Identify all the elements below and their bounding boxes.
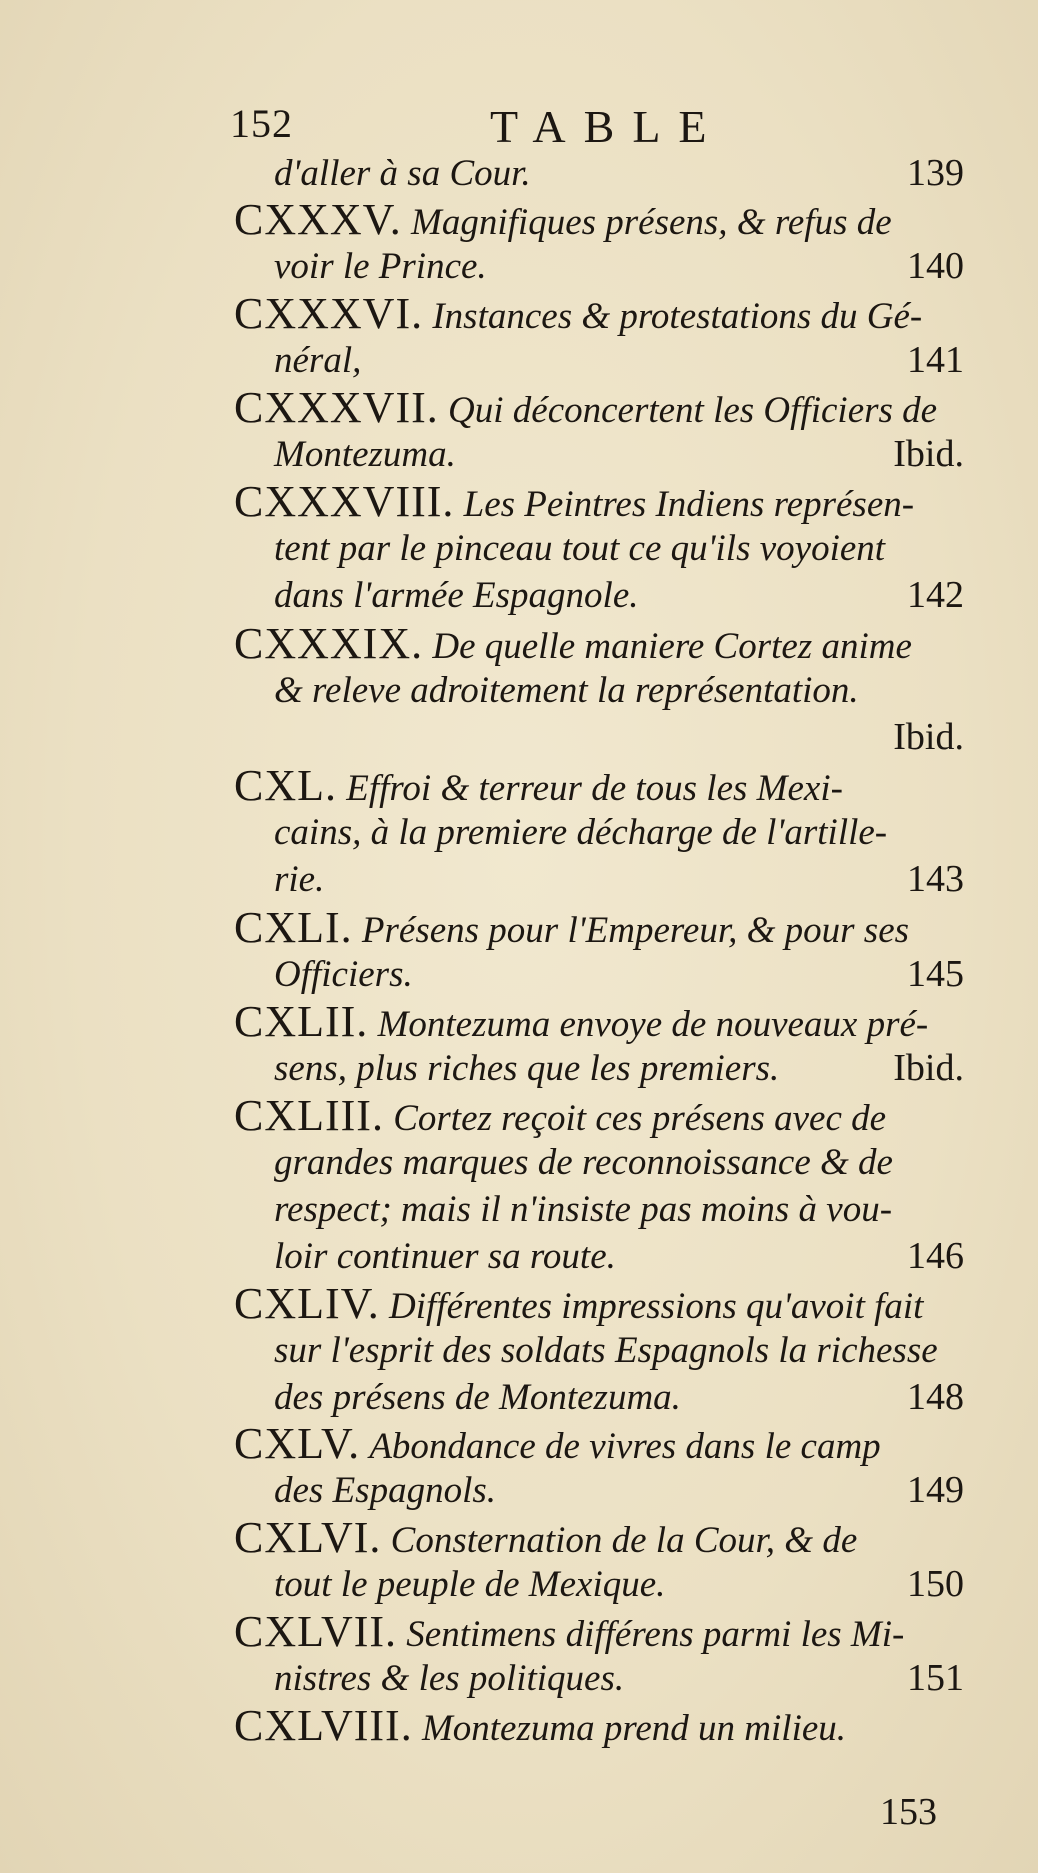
entry-text: Abondance de vivres dans le camp (369, 1426, 881, 1467)
page-reference: 151 (907, 1657, 964, 1699)
entry-line (234, 620, 972, 667)
entry-text: des Espagnols. (274, 1470, 496, 1511)
entry-line (234, 1702, 972, 1749)
entry-text: Différentes impressions qu'avoit fait (389, 1286, 924, 1327)
entry-line (234, 1467, 972, 1514)
entry-text: Montezuma. (274, 434, 456, 475)
entry-text: Effroi & terreur de tous les Mexi- (346, 768, 843, 809)
entry-line (234, 337, 972, 384)
toc-entry (234, 904, 972, 998)
entry-text: Montezuma prend un milieu. (421, 1708, 847, 1749)
chapter-number: CXLI. (234, 903, 353, 952)
entry-line (234, 1420, 972, 1467)
toc-entry (234, 290, 972, 384)
chapter-number: CXXXV. (234, 195, 402, 244)
toc-entry (234, 1702, 972, 1749)
entry-text: voir le Prince. (274, 246, 487, 287)
page-reference: 145 (907, 953, 964, 995)
page-reference: Ibid. (893, 716, 964, 758)
entry-line (234, 856, 972, 903)
entry-text: sens, plus riches que les premiers. (274, 1048, 780, 1089)
entry-line (234, 1608, 972, 1655)
entry-text: tent par le pinceau tout ce qu'ils voyoient (274, 528, 886, 569)
chapter-number: CXXXVII. (234, 383, 439, 432)
toc-entry (234, 762, 972, 903)
page-reference: 143 (907, 858, 964, 900)
entry-text: Consternation de la Cour, & de (390, 1520, 858, 1561)
entry-text: Magnifiques présens, & refus de (411, 202, 892, 243)
entry-line (234, 1374, 972, 1421)
entry-line (234, 196, 972, 243)
entry-line (234, 1327, 972, 1374)
entry-text: Instances & protestations du Gé- (432, 296, 923, 337)
entry-text: nistres & les politiques. (274, 1658, 625, 1699)
entry-line (234, 1655, 972, 1702)
entry-line (234, 998, 972, 1045)
page-number: 152 (230, 101, 293, 146)
entry-line (234, 1233, 972, 1280)
entry-line (234, 150, 972, 197)
chapter-number: CXLVI. (234, 1513, 382, 1562)
chapter-number: CXLV. (234, 1419, 361, 1468)
toc-entry (234, 998, 972, 1092)
toc-entry (234, 1280, 972, 1421)
entry-text: Cortez reçoit ces présens avec de (393, 1098, 887, 1139)
page-reference: 150 (907, 1563, 964, 1605)
entry-line (234, 1139, 972, 1186)
chapter-number: CXLIII. (234, 1091, 384, 1140)
entry-text: & releve adroitement la représentation. (274, 670, 859, 711)
entry-line (234, 384, 972, 431)
page-reference: 141 (907, 339, 964, 381)
entry-text: tout le peuple de Mexique. (274, 1564, 666, 1605)
toc-entry (234, 478, 972, 619)
entry-text: Présens pour l'Empereur, & pour ses (361, 910, 910, 951)
page-reference: 142 (907, 574, 964, 616)
chapter-number: CXL. (234, 761, 337, 810)
entry-line (234, 478, 972, 525)
running-title: TABLE (490, 101, 725, 152)
toc-entry (234, 1092, 972, 1280)
chapter-number: CXXXVI. (234, 289, 424, 338)
chapter-number: CXLVIII. (234, 1701, 413, 1750)
page-reference: 146 (907, 1235, 964, 1277)
entry-line (234, 809, 972, 856)
entry-line (234, 572, 972, 619)
chapter-number: CXLVII. (234, 1607, 398, 1656)
entry-line (234, 951, 972, 998)
toc-entry (234, 1514, 972, 1608)
entry-line (234, 1280, 972, 1327)
page-reference: 149 (907, 1469, 964, 1511)
entry-line (234, 1186, 972, 1233)
entry-text: Qui déconcertent les Officiers de (448, 390, 938, 431)
entry-line (234, 714, 972, 761)
toc-entry (234, 150, 972, 197)
toc-entry (234, 1608, 972, 1702)
entry-line (234, 904, 972, 951)
entry-text: Montezuma envoye de nouveaux pré- (377, 1004, 929, 1045)
entry-line (234, 290, 972, 337)
entry-text: Les Peintres Indiens représen- (463, 484, 915, 525)
entry-text: cains, à la premiere décharge de l'artille- (274, 812, 888, 853)
page-reference: Ibid. (893, 433, 964, 475)
page-reference: Ibid. (893, 1047, 964, 1089)
entry-line (234, 762, 972, 809)
entry-text: grandes marques de reconnoissance & de (274, 1142, 893, 1183)
entry-text: dans l'armée Espagnole. (274, 575, 639, 616)
page-reference: 139 (907, 152, 964, 194)
entry-line (234, 1561, 972, 1608)
chapter-number: CXLII. (234, 997, 369, 1046)
entry-text: Officiers. (274, 954, 413, 995)
entry-text: d'aller à sa Cour. (274, 153, 531, 194)
entry-line (234, 431, 972, 478)
entry-text: rie. (274, 859, 325, 900)
entry-line (234, 1514, 972, 1561)
page-reference: 140 (907, 245, 964, 287)
entry-text: sur l'esprit des soldats Espagnols la richesse (274, 1330, 938, 1371)
toc-entry (234, 196, 972, 290)
entry-text: des présens de Montezuma. (274, 1377, 681, 1418)
page-reference: 148 (907, 1376, 964, 1418)
entry-line (234, 1092, 972, 1139)
entry-line (234, 1045, 972, 1092)
catchword: 153 (880, 1791, 937, 1833)
entry-text: De quelle maniere Cortez anime (432, 626, 912, 667)
chapter-number: CXXXIX. (234, 619, 424, 668)
entry-line (234, 243, 972, 290)
toc-entry (234, 384, 972, 478)
entry-line (234, 667, 972, 714)
chapter-number: CXXXVIII. (234, 477, 455, 526)
entry-text: Sentimens différens parmi les Mi- (406, 1614, 905, 1655)
toc-entry (234, 620, 972, 761)
entry-line (234, 525, 972, 572)
entry-text: néral, (274, 340, 362, 381)
entry-text: respect; mais il n'insiste pas moins à vou- (274, 1189, 893, 1230)
toc-entry (234, 1420, 972, 1514)
entry-text: loir continuer sa route. (274, 1236, 616, 1277)
chapter-number: CXLIV. (234, 1279, 380, 1328)
